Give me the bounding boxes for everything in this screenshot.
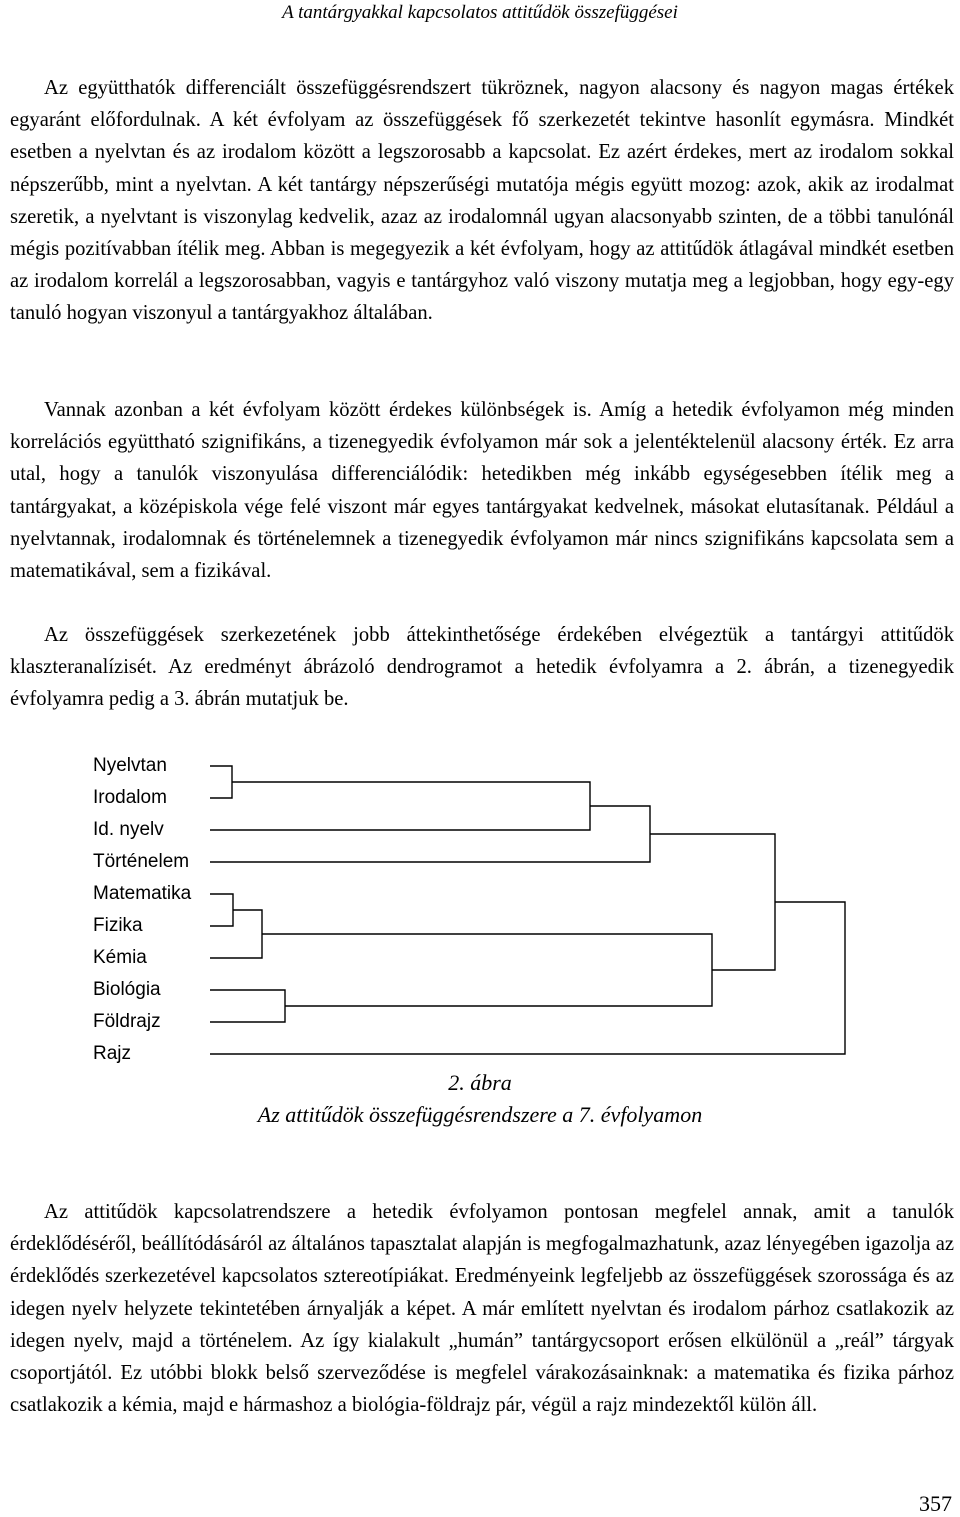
figure-title: Az attitűdök összefüggésrendszere a 7. évfolyamon xyxy=(257,1102,703,1127)
label-foldrajz: Földrajz xyxy=(93,1011,161,1032)
label-fizika: Fizika xyxy=(93,915,143,936)
link-matematika-fizika xyxy=(210,894,233,926)
paragraph-1: Az együtthatók differenciált összefüggésrendszert tükröznek, nagyon alacsony és nagyon magas értékek egyaránt előfordulnak. A két évfolyam az összefüggések fő szerkezetét tekintve hasonlít egymásra. Mindkét esetben a nyelvtan és az irodalom között a legszorosabb a kapcsolat. Ez azért érdekes, mert az irodalom sokkal népszerűbb, mint a nyelvtan. A két tantárgy népszerűségi mutatója mégis együtt mozog: azok, akik az irodalmat szeretik, a nyelvtant is viszonylag kedvelik, azaz az irodalomnál ugyan alacsonyabb szinten, de a többi tanulónál mégis pozitívabban ítélik meg. Abban is megegyezik a két évfolyam, hogy az attitűdök átlagával mindkét esetben az irodalom korrelál a legszorosabban, vagyis e tantárgyhoz való viszony mutatja meg a legjobban, hogy egy-egy tanuló hogyan viszonyul a tantárgyakhoz általában. xyxy=(10,77,954,325)
link-real-block xyxy=(262,934,712,1006)
paragraph-4: Az attitűdök kapcsolatrendszere a hetedik évfolyamon pontosan megfelel annak, amit a tanulók érdeklődéséről, beállítódásáról az általános tapasztalat alapján is megfogalmazhatunk, azaz lényegében igazolja az érdeklődés szerkezetével kapcsolatos sztereotípiákat. Eredményeink legfeljebb az összefüggések szorossága és az idegen nyelv helyzete tekintetében árnyalják a képet. A már említett nyelvtan és irodalom párhoz csatlakozik az idegen nyelv, majd a történelem. Az így kialakult „humán” tantárgycsoport erősen elkülönül a „reál” tárgyak csoportjától. Ez utóbbi blokk belső szerveződése is megfelel várakozásainknak: a matematika és fizika párhoz csatlakozik a kémia, majd e hármashoz a biológia-földrajz pár, végül a rajz mindezektől külön áll. xyxy=(10,1201,954,1417)
label-nyelvtan: Nyelvtan xyxy=(93,755,167,776)
link-biologia-foldrajz xyxy=(210,990,285,1022)
label-kemia: Kémia xyxy=(93,947,147,968)
paragraph-3: Az összefüggések szerkezetének jobb áttekinthetősége érdekében elvégeztük a tantárgyi attitűdök klaszteranalízisét. Az eredményt ábrázoló dendrogramot a hetedik évfolyamra a 2. ábrán, a tizenegyedik évfolyamra pedig a 3. ábrán mutatjuk be. xyxy=(10,624,954,711)
label-rajz: Rajz xyxy=(93,1043,132,1064)
figure-number: 2. ábra xyxy=(448,1070,512,1095)
link-kemia xyxy=(210,910,262,958)
link-idnyelv xyxy=(210,782,590,830)
label-id-nyelv: Id. nyelv xyxy=(93,819,164,840)
label-biologia: Biológia xyxy=(93,979,161,1000)
page-number: 357 xyxy=(919,1491,952,1516)
link-tortenelem xyxy=(210,806,650,862)
dendrogram-figure xyxy=(0,740,960,1140)
label-matematika: Matematika xyxy=(93,883,192,904)
label-irodalom: Irodalom xyxy=(93,787,167,808)
running-header: A tantárgyakkal kapcsolatos attitűdök összefüggései xyxy=(282,2,678,23)
paragraph-2: Vannak azonban a két évfolyam között érdekes különbségek is. Amíg a hetedik évfolyamon még minden korrelációs együttható szignifikáns, a tizenegyedik évfolyamon már sok a jelentéktelenül alacsony érték. Ez arra utal, hogy a tanulók viszonyulása differenciálódik: hetedikben még inkább egységesebben ítélik meg a tantárgyakat, a középiskola vége felé viszont már egyes tantárgyakat kedvelnek, másokat elutasítanak. Például a nyelvtannak, irodalomnak és történelemnek a tizenegyedik évfolyamon már nincs szignifikáns kapcsolata sem a matematikával, sem a fizikával. xyxy=(10,399,954,583)
label-tortenelem: Történelem xyxy=(93,851,190,872)
link-nyelvtan-irodalom xyxy=(210,766,232,798)
link-rajz xyxy=(210,902,845,1054)
